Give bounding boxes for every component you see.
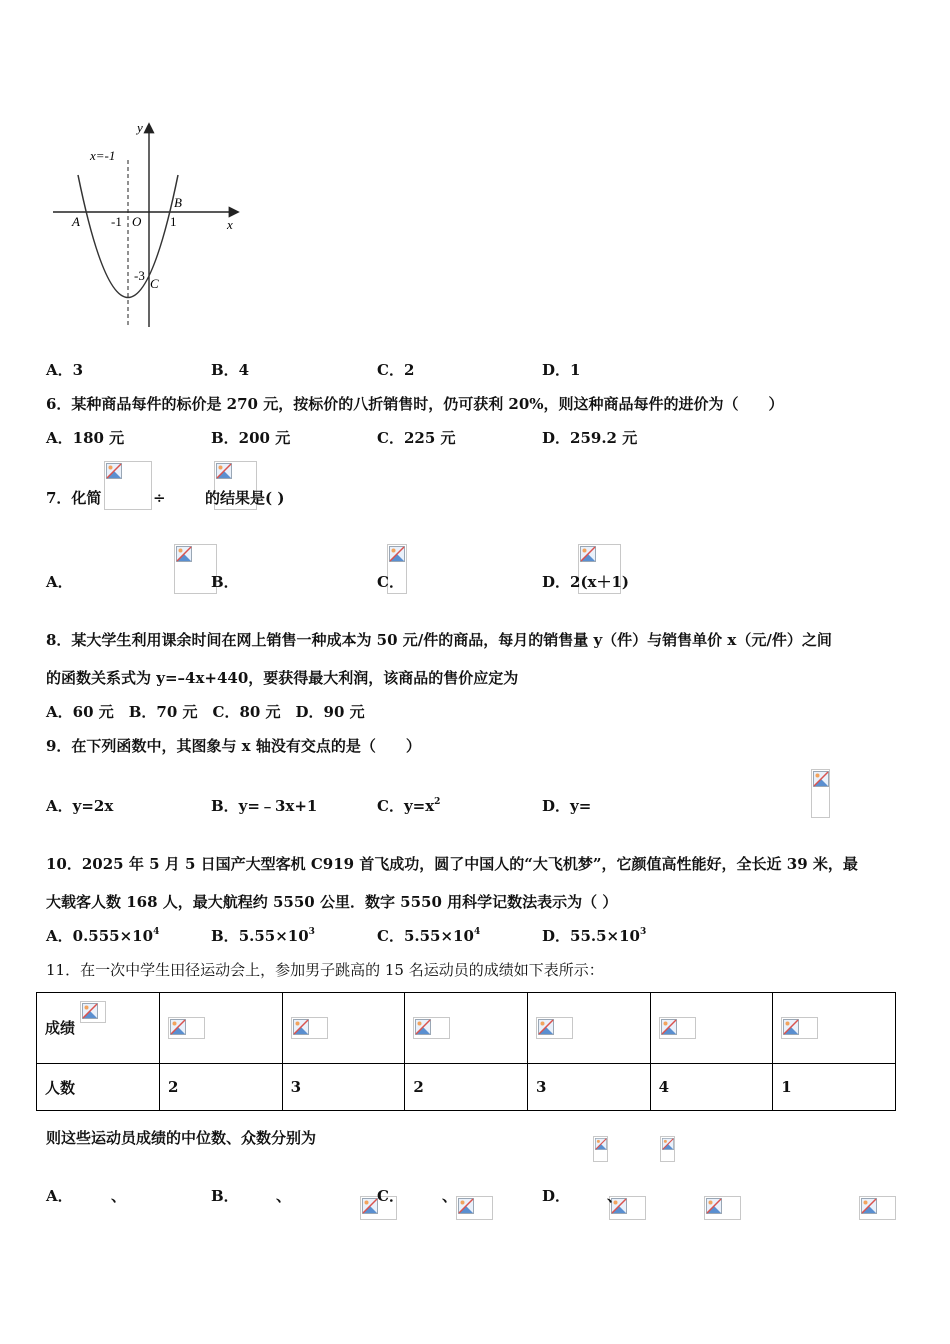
q8-options[interactable]: A．60 元 B．70 元 C．80 元 D．90 元 <box>46 703 365 721</box>
q10-option-a-exponent: 4 <box>153 927 160 937</box>
q11-median-placeholder-image <box>593 1136 608 1162</box>
tick-neg3-label: -3 <box>134 268 145 283</box>
scores-unit-image <box>80 1001 106 1023</box>
score-2-image <box>291 1017 328 1039</box>
image-placeholder-icon <box>389 546 405 562</box>
q5-option-b[interactable]: B．4 <box>211 361 250 379</box>
q7-option-b[interactable]: B． <box>211 573 239 591</box>
q11-option-d[interactable]: D． <box>542 1187 571 1205</box>
image-placeholder-icon <box>176 546 192 562</box>
image-placeholder-icon <box>662 1138 674 1150</box>
q10-option-c[interactable] <box>377 926 480 946</box>
q5-option-a[interactable]: A．3 <box>46 361 84 379</box>
q8-question-line2: 的函数关系式为 y=–4x+440，要获得最大利润，该商品的售价应定为 <box>46 669 519 687</box>
table-row-counts <box>37 1064 896 1111</box>
q10-question-line1: 10．2025 年 5 月 5 日国产大型客机 C919 首飞成功，圆了中国人的“大飞机梦”，它颜值高性能好，全长近 39 米，最 <box>46 855 858 873</box>
image-placeholder-icon <box>580 546 596 562</box>
point-b-label: B <box>174 195 182 210</box>
q11-mode-placeholder-image <box>660 1136 675 1162</box>
q10-option-a-label: A． <box>46 927 73 945</box>
image-placeholder-icon <box>861 1198 877 1214</box>
q7-option-a[interactable]: A． <box>46 573 73 591</box>
score-3-image <box>413 1017 450 1039</box>
q10-option-a[interactable] <box>46 926 159 946</box>
point-c-label: C <box>150 276 159 291</box>
x-axis-label: x <box>227 217 233 232</box>
q10-option-b-exponent: 3 <box>308 927 315 937</box>
image-placeholder-icon <box>661 1019 677 1035</box>
image-placeholder-icon <box>706 1198 722 1214</box>
image-placeholder-icon <box>415 1019 431 1035</box>
symmetry-axis-label: x=-1 <box>90 148 116 163</box>
q11-question: 11．在一次中学生田径运动会上，参加男子跳高的 15 名运动员的成绩如下表所示： <box>46 961 604 979</box>
q11-option-a-image-2 <box>456 1196 493 1220</box>
q11-option-c-image-1 <box>859 1196 896 1220</box>
tick-neg1-label: -1 <box>111 214 122 229</box>
origin-label: O <box>132 214 142 229</box>
q10-option-d-mantissa: 55.5×10 <box>570 927 640 945</box>
image-placeholder-icon <box>293 1019 309 1035</box>
q11-option-c[interactable]: C． <box>377 1187 404 1205</box>
table-cell-count-2: 3 <box>282 1064 405 1111</box>
q8-question-line1: 8．某大学生利用课余时间在网上销售一种成本为 50 元/件的商品，每月的销售量 y（件）与销售单价 x（元/件）之间 <box>46 631 832 649</box>
q6-question: 6．某种商品每件的标价是 270 元，按标价的八折销售时，仍可获利 20%，则这种商品每件的进价为（ ） <box>46 395 784 413</box>
q9-option-b[interactable]: B．y=﹣3x+1 <box>211 797 318 815</box>
table-cell-score-2 <box>282 993 405 1064</box>
q10-option-d[interactable] <box>542 926 646 946</box>
q11-option-b-image-2 <box>704 1196 741 1220</box>
y-axis-label: y <box>137 120 143 135</box>
q9-option-d-image <box>811 769 830 818</box>
q11-option-b-sep: 、 <box>276 1187 292 1205</box>
table-cell-count-1: 2 <box>160 1064 283 1111</box>
point-a-label: A <box>72 214 80 229</box>
table-cell-count-5: 4 <box>650 1064 773 1111</box>
q11-option-a[interactable]: A． <box>46 1187 73 1205</box>
q9-option-a[interactable]: A．y=2x <box>46 797 114 815</box>
q7-prefix: 7．化简 <box>46 489 102 507</box>
q10-option-b[interactable] <box>211 926 315 946</box>
table-header-counts: 人数 <box>37 1064 160 1111</box>
q9-option-c[interactable] <box>377 796 440 816</box>
q10-option-c-mantissa: 5.55×10 <box>403 927 474 945</box>
q10-option-b-mantissa: 5.55×10 <box>238 927 309 945</box>
table-row-scores <box>37 993 896 1064</box>
q7-fraction-1-image <box>104 461 152 510</box>
q7-suffix: 的结果是( ) <box>205 489 285 507</box>
image-placeholder-icon <box>783 1019 799 1035</box>
image-placeholder-icon <box>538 1019 554 1035</box>
image-placeholder-icon <box>362 1198 378 1214</box>
q10-option-c-exponent: 4 <box>473 927 481 937</box>
q5-option-d[interactable]: D．1 <box>542 361 581 379</box>
q6-option-a[interactable]: A．180 元 <box>46 429 125 447</box>
table-cell-score-1 <box>160 993 283 1064</box>
q10-option-c-label: C． <box>377 927 404 945</box>
q11-option-a-sep: 、 <box>111 1187 127 1205</box>
image-placeholder-icon <box>170 1019 186 1035</box>
score-5-image <box>659 1017 696 1039</box>
q6-option-d[interactable]: D．259.2 元 <box>542 429 638 447</box>
score-6-image <box>781 1017 818 1039</box>
q7-divide-sign: ÷ <box>153 489 166 507</box>
q10-option-d-label: D． <box>542 927 571 945</box>
q10-option-a-mantissa: 0.555×10 <box>72 927 154 945</box>
table-cell-score-3 <box>405 993 528 1064</box>
table-cell-count-6: 1 <box>773 1064 896 1111</box>
table-cell-count-3: 2 <box>405 1064 528 1111</box>
q6-option-b[interactable]: B．200 元 <box>211 429 291 447</box>
q5-option-c[interactable]: C．2 <box>377 361 415 379</box>
scores-header-label: 成绩 <box>45 1019 76 1037</box>
tick-1-label: 1 <box>170 214 177 229</box>
table-cell-score-6 <box>773 993 896 1064</box>
q6-option-c[interactable]: C．225 元 <box>377 429 456 447</box>
table-cell-count-4: 3 <box>527 1064 650 1111</box>
table-cell-score-5 <box>650 993 773 1064</box>
image-placeholder-icon <box>458 1198 474 1214</box>
q11-option-d-sep: 、 <box>607 1187 623 1205</box>
q9-question: 9．在下列函数中，其图象与 x 轴没有交点的是（ ） <box>46 737 421 755</box>
q7-option-d[interactable]: D．2(x＋1) <box>542 573 630 591</box>
score-1-image <box>168 1017 205 1039</box>
q11-results-table <box>36 992 896 1111</box>
q9-option-c-exponent: 2 <box>434 797 441 807</box>
image-placeholder-icon <box>595 1138 607 1150</box>
q7-option-c[interactable]: C． <box>377 573 404 591</box>
q9-option-d[interactable]: D．y= <box>542 797 592 815</box>
q10-option-d-exponent: 3 <box>640 927 647 937</box>
table-header-scores <box>37 993 160 1064</box>
table-cell-score-4 <box>527 993 650 1064</box>
q11-sub-question: 则这些运动员成绩的中位数、众数分别为 <box>46 1129 317 1147</box>
q10-option-b-label: B． <box>211 927 239 945</box>
q11-option-c-sep: 、 <box>442 1187 458 1205</box>
image-placeholder-icon <box>106 463 122 479</box>
image-placeholder-icon <box>216 463 232 479</box>
image-placeholder-icon <box>82 1003 98 1019</box>
score-4-image <box>536 1017 573 1039</box>
q10-question-line2: 大载客人数 168 人，最大航程约 5550 公里．数字 5550 用科学记数法表示为（ ） <box>46 893 618 911</box>
q9-option-c-text: C．y=x <box>377 797 435 815</box>
parabola-graph <box>45 115 250 335</box>
image-placeholder-icon <box>813 771 829 787</box>
q11-option-b[interactable]: B． <box>211 1187 239 1205</box>
